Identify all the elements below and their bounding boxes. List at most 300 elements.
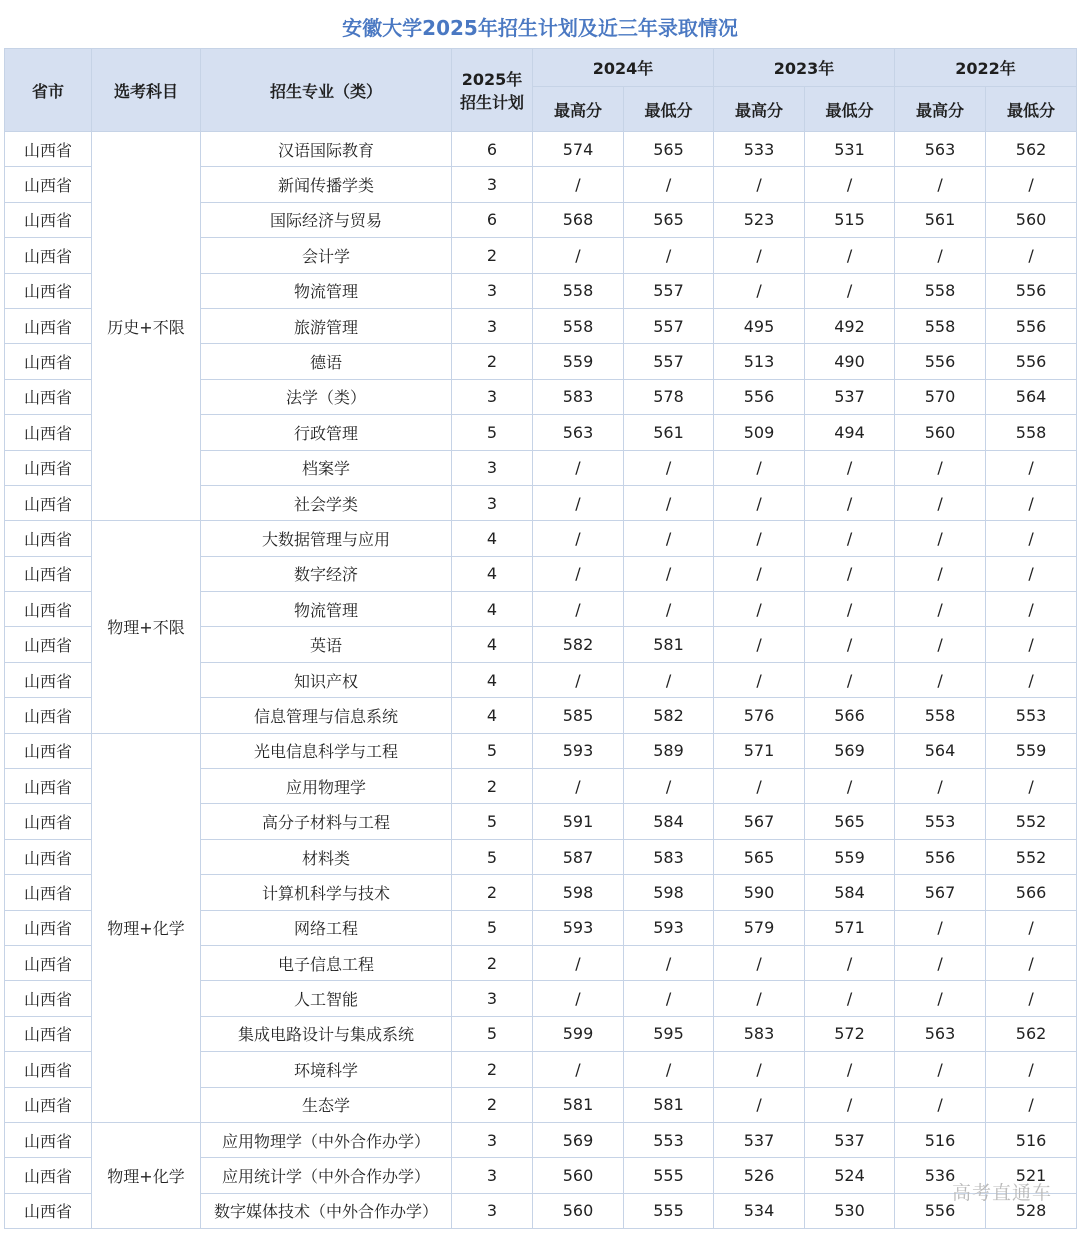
score-2023-max: 526 (714, 1158, 805, 1193)
score-2022-max: / (895, 450, 986, 485)
plan-cell: 2 (452, 238, 533, 273)
score-2022-max: / (895, 167, 986, 202)
plan-cell: 4 (452, 521, 533, 556)
plan-cell: 3 (452, 167, 533, 202)
score-2022-min: / (986, 1087, 1077, 1122)
major-cell: 物流管理 (201, 273, 452, 308)
subject-cell: 物理+化学 (92, 733, 201, 1122)
score-2024-max: 593 (533, 910, 624, 945)
score-2022-min: 558 (986, 415, 1077, 450)
score-2023-min: / (805, 521, 895, 556)
plan-cell: 3 (452, 450, 533, 485)
score-2022-min: 556 (986, 273, 1077, 308)
score-2022-min: / (986, 521, 1077, 556)
province-cell: 山西省 (5, 698, 92, 733)
major-cell: 信息管理与信息系统 (201, 698, 452, 733)
score-2023-max: 495 (714, 308, 805, 343)
score-2024-max: 587 (533, 839, 624, 874)
province-cell: 山西省 (5, 1052, 92, 1087)
score-2023-max: 576 (714, 698, 805, 733)
province-cell: 山西省 (5, 945, 92, 980)
plan-cell: 2 (452, 1052, 533, 1087)
score-2024-min: / (624, 945, 714, 980)
score-2022-min: / (986, 556, 1077, 591)
header-plan (452, 49, 533, 132)
score-2023-min: 494 (805, 415, 895, 450)
score-2023-max: / (714, 556, 805, 591)
score-2023-max: / (714, 945, 805, 980)
score-2022-max: 558 (895, 698, 986, 733)
score-2023-min: 490 (805, 344, 895, 379)
score-2024-min: / (624, 167, 714, 202)
province-cell: 山西省 (5, 556, 92, 591)
score-2024-max: / (533, 945, 624, 980)
score-2022-max: / (895, 769, 986, 804)
province-cell: 山西省 (5, 1087, 92, 1122)
major-cell: 生态学 (201, 1087, 452, 1122)
score-2023-max: 590 (714, 875, 805, 910)
admission-table (4, 48, 1077, 1229)
score-2023-min: / (805, 1052, 895, 1087)
score-2022-max: / (895, 662, 986, 697)
score-2024-max: 563 (533, 415, 624, 450)
score-2024-min: / (624, 592, 714, 627)
score-2023-min: 515 (805, 202, 895, 237)
score-2024-max: / (533, 521, 624, 556)
table-row (5, 132, 1077, 167)
score-2024-min: / (624, 485, 714, 520)
score-2022-min: / (986, 627, 1077, 662)
score-2023-min: / (805, 485, 895, 520)
score-2022-min: / (986, 910, 1077, 945)
major-cell: 人工智能 (201, 981, 452, 1016)
province-cell: 山西省 (5, 662, 92, 697)
score-2022-min: 559 (986, 733, 1077, 768)
major-cell: 大数据管理与应用 (201, 521, 452, 556)
plan-cell: 3 (452, 1122, 533, 1157)
major-cell: 汉语国际教育 (201, 132, 452, 167)
score-2022-max: 570 (895, 379, 986, 414)
score-2024-max: 585 (533, 698, 624, 733)
score-2024-min: 557 (624, 308, 714, 343)
province-cell: 山西省 (5, 592, 92, 627)
score-2023-max: / (714, 627, 805, 662)
major-cell: 社会学类 (201, 485, 452, 520)
score-2022-min: 564 (986, 379, 1077, 414)
score-2023-max: / (714, 981, 805, 1016)
score-2023-max: / (714, 592, 805, 627)
score-2022-max: / (895, 627, 986, 662)
score-2024-min: 581 (624, 1087, 714, 1122)
score-2024-max: 560 (533, 1193, 624, 1228)
plan-cell: 2 (452, 769, 533, 804)
score-2022-max: / (895, 1087, 986, 1122)
score-2024-min: 582 (624, 698, 714, 733)
score-2024-min: 557 (624, 344, 714, 379)
score-2023-max: / (714, 167, 805, 202)
score-2023-max: / (714, 769, 805, 804)
score-2022-max: 560 (895, 415, 986, 450)
header-plan-line1: 2025年 (461, 70, 523, 89)
score-2023-max: / (714, 485, 805, 520)
major-cell: 会计学 (201, 238, 452, 273)
score-2022-min: / (986, 662, 1077, 697)
major-cell: 法学（类） (201, 379, 452, 414)
score-2024-min: 589 (624, 733, 714, 768)
subject-cell: 物理+不限 (92, 521, 201, 733)
major-cell: 档案学 (201, 450, 452, 485)
score-2024-min: 595 (624, 1016, 714, 1051)
score-2022-max: 558 (895, 308, 986, 343)
score-2023-max: / (714, 521, 805, 556)
score-2023-max: 513 (714, 344, 805, 379)
major-cell: 知识产权 (201, 662, 452, 697)
plan-cell: 3 (452, 1158, 533, 1193)
score-2023-min: 524 (805, 1158, 895, 1193)
score-2022-max: 536 (895, 1158, 986, 1193)
header-major: 招生专业（类） (201, 49, 452, 132)
province-cell: 山西省 (5, 485, 92, 520)
score-2023-max: 583 (714, 1016, 805, 1051)
plan-cell: 4 (452, 698, 533, 733)
table-row (5, 1122, 1077, 1157)
score-2024-max: 568 (533, 202, 624, 237)
score-2022-max: / (895, 981, 986, 1016)
plan-cell: 5 (452, 733, 533, 768)
major-cell: 光电信息科学与工程 (201, 733, 452, 768)
major-cell: 德语 (201, 344, 452, 379)
province-cell: 山西省 (5, 804, 92, 839)
score-2024-min: 555 (624, 1193, 714, 1228)
score-2023-min: / (805, 1087, 895, 1122)
score-2023-min: / (805, 238, 895, 273)
header-min: 最低分 (805, 87, 895, 132)
score-2022-max: / (895, 592, 986, 627)
score-2022-max: / (895, 485, 986, 520)
province-cell: 山西省 (5, 1193, 92, 1228)
score-2024-min: 593 (624, 910, 714, 945)
score-2024-min: 555 (624, 1158, 714, 1193)
score-2022-max: / (895, 910, 986, 945)
plan-cell: 2 (452, 1087, 533, 1122)
major-cell: 集成电路设计与集成系统 (201, 1016, 452, 1051)
major-cell: 数字媒体技术（中外合作办学） (201, 1193, 452, 1228)
score-2024-min: 553 (624, 1122, 714, 1157)
plan-cell: 4 (452, 592, 533, 627)
score-2023-min: / (805, 769, 895, 804)
major-cell: 高分子材料与工程 (201, 804, 452, 839)
score-2023-min: / (805, 556, 895, 591)
score-2024-min: 561 (624, 415, 714, 450)
score-2022-max: 558 (895, 273, 986, 308)
score-2023-min: 566 (805, 698, 895, 733)
plan-cell: 5 (452, 1016, 533, 1051)
score-2023-min: 537 (805, 1122, 895, 1157)
score-2024-min: 565 (624, 202, 714, 237)
score-2024-max: 582 (533, 627, 624, 662)
score-2023-min: / (805, 450, 895, 485)
score-2024-max: 591 (533, 804, 624, 839)
plan-cell: 6 (452, 132, 533, 167)
score-2024-max: / (533, 1052, 624, 1087)
major-cell: 物流管理 (201, 592, 452, 627)
score-2022-min: 556 (986, 308, 1077, 343)
province-cell: 山西省 (5, 981, 92, 1016)
score-2024-max: 581 (533, 1087, 624, 1122)
score-2023-min: 531 (805, 132, 895, 167)
score-2024-min: / (624, 769, 714, 804)
score-2023-min: / (805, 592, 895, 627)
score-2024-max: 583 (533, 379, 624, 414)
score-2024-max: 558 (533, 273, 624, 308)
score-2023-min: 569 (805, 733, 895, 768)
score-2023-max: / (714, 662, 805, 697)
plan-cell: 4 (452, 556, 533, 591)
plan-cell: 3 (452, 981, 533, 1016)
score-2024-max: 599 (533, 1016, 624, 1051)
score-2024-min: 581 (624, 627, 714, 662)
score-2023-max: / (714, 273, 805, 308)
header-max: 最高分 (533, 87, 624, 132)
plan-cell: 5 (452, 910, 533, 945)
province-cell: 山西省 (5, 769, 92, 804)
plan-cell: 3 (452, 273, 533, 308)
score-2022-min: 521 (986, 1158, 1077, 1193)
subject-cell: 历史+不限 (92, 132, 201, 521)
score-2022-max: 563 (895, 132, 986, 167)
score-2023-min: / (805, 662, 895, 697)
score-2022-max: 564 (895, 733, 986, 768)
score-2022-min: 528 (986, 1193, 1077, 1228)
score-2024-max: / (533, 662, 624, 697)
score-2024-max: / (533, 981, 624, 1016)
score-2024-max: / (533, 769, 624, 804)
major-cell: 材料类 (201, 839, 452, 874)
score-2023-min: 571 (805, 910, 895, 945)
score-2023-min: 492 (805, 308, 895, 343)
score-2024-min: / (624, 450, 714, 485)
score-2022-min: 516 (986, 1122, 1077, 1157)
score-2023-max: 509 (714, 415, 805, 450)
score-2024-min: 557 (624, 273, 714, 308)
header-province: 省市 (5, 49, 92, 132)
score-2023-min: 530 (805, 1193, 895, 1228)
score-2023-max: / (714, 1052, 805, 1087)
score-2024-max: 593 (533, 733, 624, 768)
major-cell: 电子信息工程 (201, 945, 452, 980)
score-2023-max: / (714, 450, 805, 485)
plan-cell: 2 (452, 945, 533, 980)
major-cell: 新闻传播学类 (201, 167, 452, 202)
score-2024-min: / (624, 238, 714, 273)
score-2024-min: / (624, 662, 714, 697)
score-2024-max: 569 (533, 1122, 624, 1157)
province-cell: 山西省 (5, 733, 92, 768)
province-cell: 山西省 (5, 839, 92, 874)
province-cell: 山西省 (5, 379, 92, 414)
province-cell: 山西省 (5, 132, 92, 167)
score-2023-max: 523 (714, 202, 805, 237)
province-cell: 山西省 (5, 521, 92, 556)
major-cell: 计算机科学与技术 (201, 875, 452, 910)
province-cell: 山西省 (5, 1158, 92, 1193)
plan-cell: 4 (452, 662, 533, 697)
major-cell: 网络工程 (201, 910, 452, 945)
score-2024-max: / (533, 167, 624, 202)
table-body (5, 132, 1077, 1229)
major-cell: 应用统计学（中外合作办学） (201, 1158, 452, 1193)
score-2023-max: / (714, 238, 805, 273)
score-2022-min: 562 (986, 1016, 1077, 1051)
score-2023-min: / (805, 273, 895, 308)
header-year-2022: 2022年 (895, 49, 1077, 87)
score-2022-max: 556 (895, 1193, 986, 1228)
score-2024-max: 574 (533, 132, 624, 167)
major-cell: 英语 (201, 627, 452, 662)
score-2022-max: 556 (895, 839, 986, 874)
score-2023-max: 556 (714, 379, 805, 414)
score-2024-max: 560 (533, 1158, 624, 1193)
score-2022-min: / (986, 945, 1077, 980)
header-min: 最低分 (624, 87, 714, 132)
score-2022-min: / (986, 450, 1077, 485)
score-2024-min: 598 (624, 875, 714, 910)
province-cell: 山西省 (5, 167, 92, 202)
subject-cell: 物理+化学 (92, 1122, 201, 1228)
score-2024-min: / (624, 1052, 714, 1087)
major-cell: 数字经济 (201, 556, 452, 591)
score-2023-max: 534 (714, 1193, 805, 1228)
score-2022-max: 516 (895, 1122, 986, 1157)
score-2022-min: 552 (986, 804, 1077, 839)
score-2023-min: / (805, 167, 895, 202)
score-2022-min: / (986, 485, 1077, 520)
plan-cell: 2 (452, 875, 533, 910)
plan-cell: 3 (452, 379, 533, 414)
score-2023-min: / (805, 981, 895, 1016)
score-2024-min: / (624, 981, 714, 1016)
score-2022-min: / (986, 1052, 1077, 1087)
score-2022-max: / (895, 945, 986, 980)
watermark: 高考直通车 (951, 1182, 1052, 1204)
score-2022-max: 556 (895, 344, 986, 379)
table-row (5, 733, 1077, 768)
header-max: 最高分 (714, 87, 805, 132)
province-cell: 山西省 (5, 344, 92, 379)
province-cell: 山西省 (5, 875, 92, 910)
score-2024-min: 583 (624, 839, 714, 874)
plan-cell: 6 (452, 202, 533, 237)
score-2024-max: / (533, 485, 624, 520)
score-2024-max: / (533, 238, 624, 273)
header-year-2024: 2024年 (533, 49, 714, 87)
score-2022-min: / (986, 592, 1077, 627)
plan-cell: 5 (452, 839, 533, 874)
score-2023-min: 559 (805, 839, 895, 874)
score-2024-max: 598 (533, 875, 624, 910)
score-2022-min: / (986, 981, 1077, 1016)
header-subject: 选考科目 (92, 49, 201, 132)
major-cell: 旅游管理 (201, 308, 452, 343)
score-2024-max: 558 (533, 308, 624, 343)
province-cell: 山西省 (5, 910, 92, 945)
province-cell: 山西省 (5, 1016, 92, 1051)
score-2023-max: 537 (714, 1122, 805, 1157)
score-2022-max: 561 (895, 202, 986, 237)
score-2023-min: / (805, 945, 895, 980)
major-cell: 行政管理 (201, 415, 452, 450)
score-2024-min: / (624, 521, 714, 556)
score-2022-max: / (895, 556, 986, 591)
score-2023-max: / (714, 1087, 805, 1122)
province-cell: 山西省 (5, 415, 92, 450)
score-2024-max: / (533, 556, 624, 591)
header-max: 最高分 (895, 87, 986, 132)
header-min: 最低分 (986, 87, 1077, 132)
page-title: 安徽大学2025年招生计划及近三年录取情况 (342, 16, 738, 40)
score-2024-min: 565 (624, 132, 714, 167)
major-cell: 国际经济与贸易 (201, 202, 452, 237)
plan-cell: 3 (452, 485, 533, 520)
score-2022-min: 566 (986, 875, 1077, 910)
plan-cell: 3 (452, 1193, 533, 1228)
table-row (5, 521, 1077, 556)
province-cell: 山西省 (5, 627, 92, 662)
score-2023-max: 567 (714, 804, 805, 839)
score-2023-min: 537 (805, 379, 895, 414)
major-cell: 应用物理学（中外合作办学） (201, 1122, 452, 1157)
header-year-2023: 2023年 (714, 49, 895, 87)
score-2024-min: 578 (624, 379, 714, 414)
score-2024-max: 559 (533, 344, 624, 379)
province-cell: 山西省 (5, 450, 92, 485)
province-cell: 山西省 (5, 202, 92, 237)
plan-cell: 4 (452, 627, 533, 662)
score-2023-min: 565 (805, 804, 895, 839)
score-2023-max: 565 (714, 839, 805, 874)
province-cell: 山西省 (5, 238, 92, 273)
major-cell: 环境科学 (201, 1052, 452, 1087)
score-2022-min: / (986, 167, 1077, 202)
score-2022-max: / (895, 238, 986, 273)
score-2022-max: / (895, 1052, 986, 1087)
score-2022-max: / (895, 521, 986, 556)
score-2022-min: 556 (986, 344, 1077, 379)
score-2023-min: 572 (805, 1016, 895, 1051)
score-2024-max: / (533, 592, 624, 627)
plan-cell: 2 (452, 344, 533, 379)
province-cell: 山西省 (5, 1122, 92, 1157)
score-2022-min: / (986, 769, 1077, 804)
score-2024-min: 584 (624, 804, 714, 839)
score-2022-max: 567 (895, 875, 986, 910)
province-cell: 山西省 (5, 308, 92, 343)
header-plan-line2: 招生计划 (459, 93, 524, 112)
score-2022-min: 553 (986, 698, 1077, 733)
score-2023-min: 584 (805, 875, 895, 910)
score-2023-max: 533 (714, 132, 805, 167)
score-2024-min: / (624, 556, 714, 591)
score-2023-max: 579 (714, 910, 805, 945)
score-2022-min: 552 (986, 839, 1077, 874)
score-2022-min: 562 (986, 132, 1077, 167)
score-2024-max: / (533, 450, 624, 485)
score-2023-min: / (805, 627, 895, 662)
score-2022-max: 563 (895, 1016, 986, 1051)
major-cell: 应用物理学 (201, 769, 452, 804)
plan-cell: 5 (452, 415, 533, 450)
plan-cell: 3 (452, 308, 533, 343)
